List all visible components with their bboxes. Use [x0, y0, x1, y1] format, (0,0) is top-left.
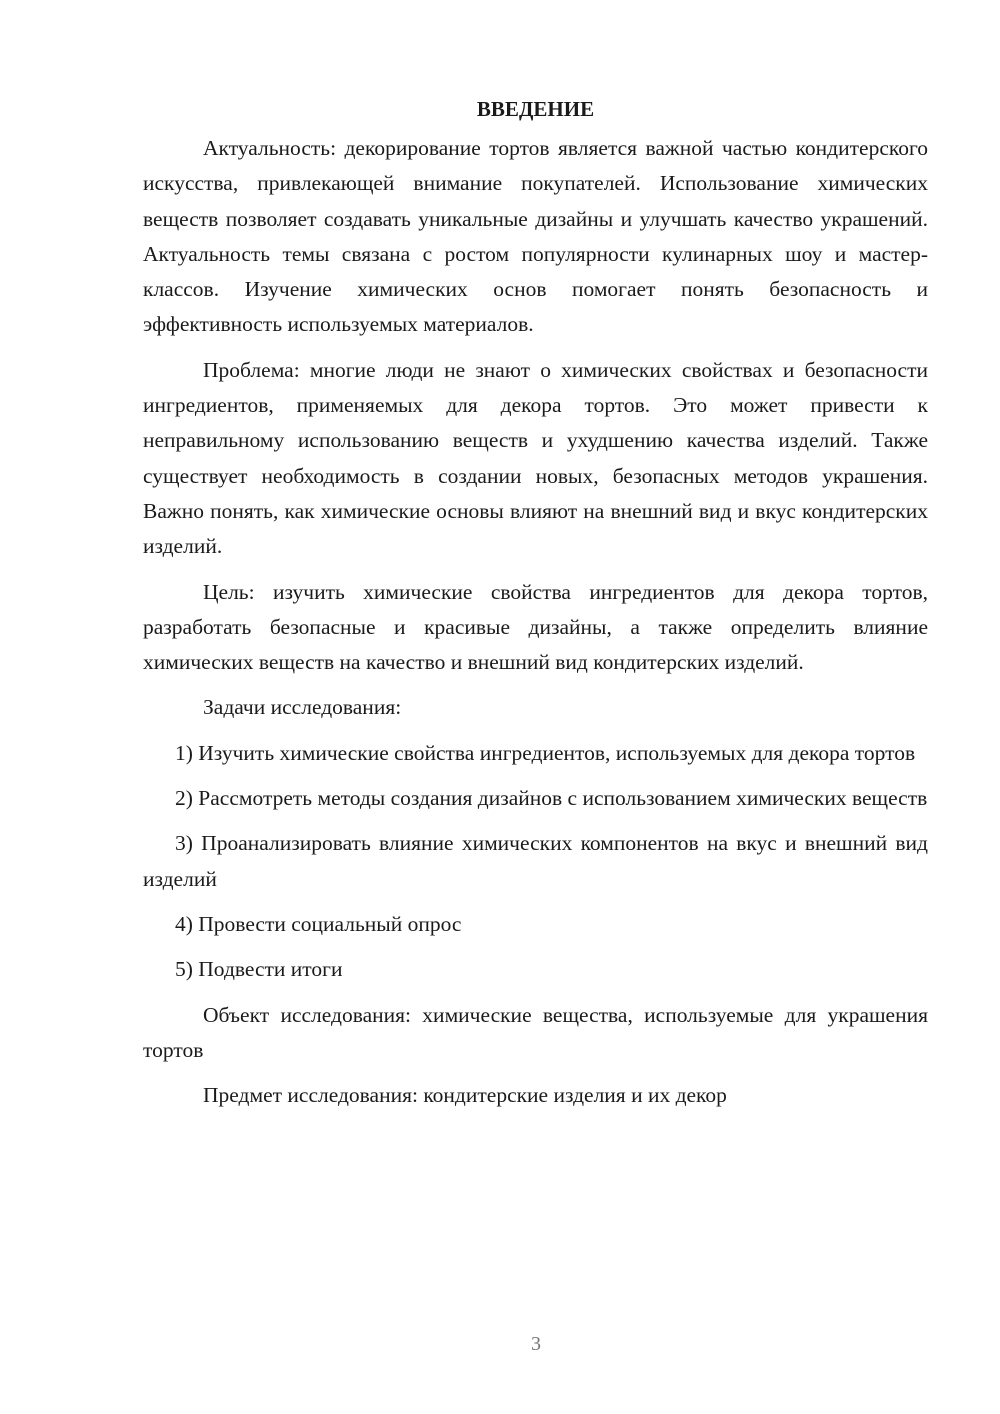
paragraph-tasks-intro: Задачи исследования: [203, 695, 402, 720]
paragraph-relevance: Актуальность: декорирование тортов является важной частью кондитерского искусства, привлекающей внимание покупателей. Использование химических веществ позволяет создавать уникальные дизайны и улучшать качество украшений. Актуальность темы связана с ростом популярности кулинарных шоу и мастер-классов. Изучение химических основ помогает понять безопасность и эффективность используемых материалов. [143, 136, 928, 337]
list-item: 3) Проанализировать влияние химических компонентов на вкус и внешний вид изделий [143, 831, 928, 891]
list-item: 2) Рассмотреть методы создания дизайнов с использованием химических веществ [175, 786, 928, 811]
paragraph-object: Объект исследования: химические вещества, используемые для украшения тортов [143, 1002, 928, 1062]
list-item: 4) Провести социальный опрос [175, 911, 462, 936]
paragraph-problem: Проблема: многие люди не знают о химических свойствах и безопасности ингредиентов, применяемых для декора тортов. Это может привести к неправильному использованию веществ и ухудшению качества изделий. Также существует необходимость в создании новых, безопасных методов украшения. Важно понять, как химические основы влияют на внешний вид и вкус кондитерских изделий. [143, 357, 928, 559]
paragraph-goal: Цель: изучить химические свойства ингредиентов для декора тортов, разработать безопасные и красивые дизайны, а также определить влияние химических веществ на качество и внешний вид кондитерских изделий. [143, 579, 928, 675]
page-number: 3 [531, 1333, 541, 1355]
page-title: ВВЕДЕНИЕ [476, 97, 595, 121]
document-page [143, 92, 928, 1123]
list-item: 5) Подвести итоги [175, 957, 343, 982]
paragraph-subject: Предмет исследования: кондитерские изделия и их декор [203, 1083, 727, 1108]
tasks-list [143, 736, 928, 988]
list-item: 1) Изучить химические свойства ингредиентов, используемых для декора тортов [175, 740, 916, 765]
